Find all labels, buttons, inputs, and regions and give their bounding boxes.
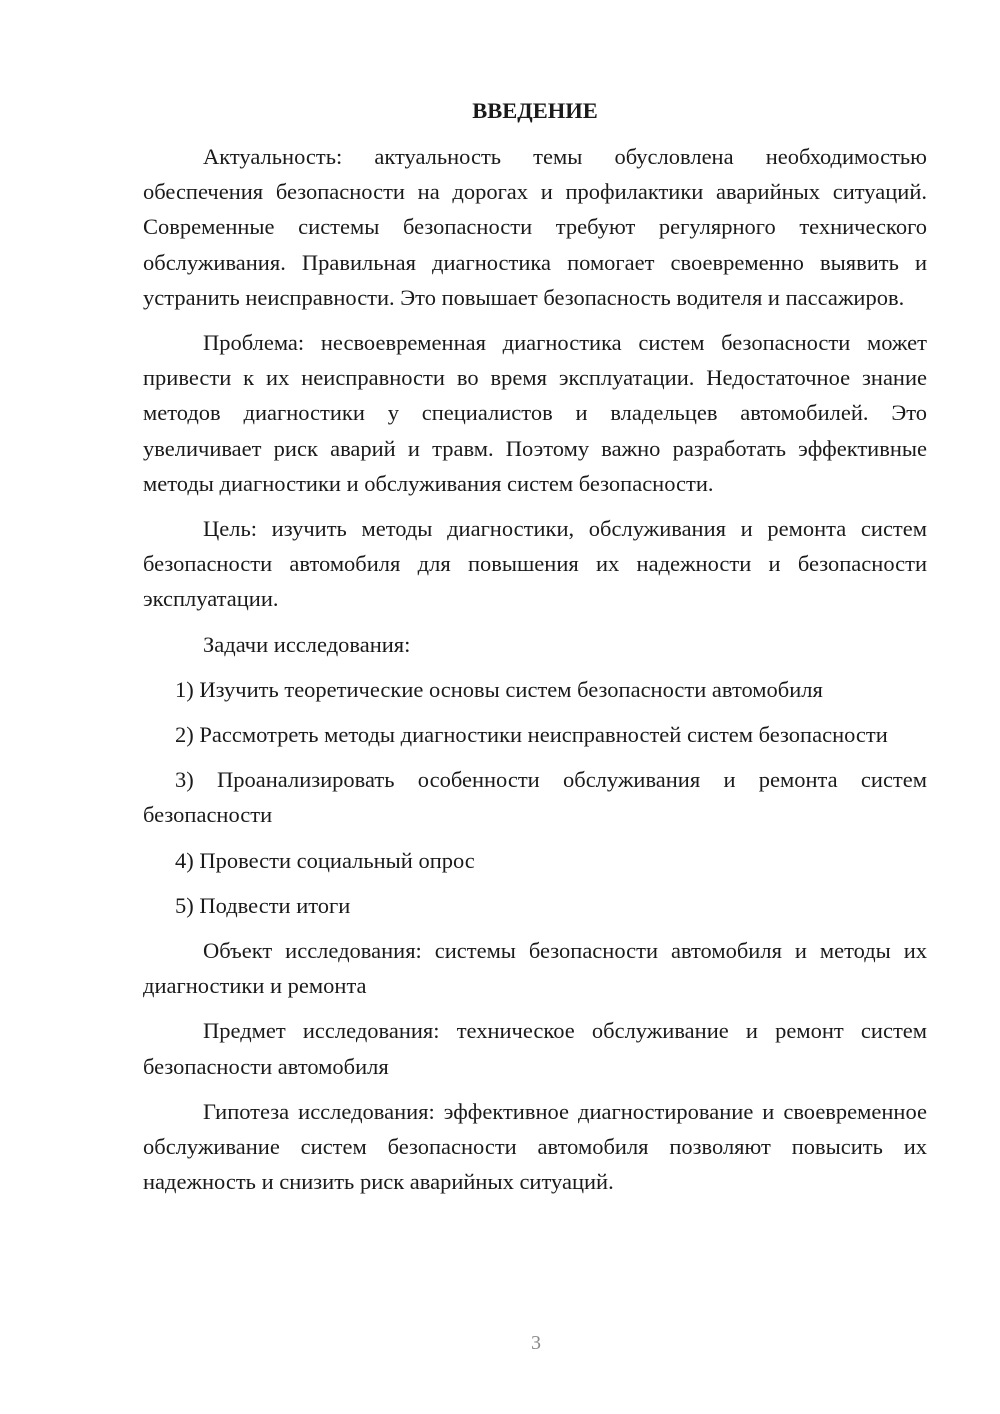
page-number: 3 bbox=[531, 1332, 541, 1354]
task-item-3: 3) Проанализировать особенности обслуживания и ремонта систем безопасности bbox=[143, 767, 927, 828]
paragraph-hypothesis: Гипотеза исследования: эффективное диагностирование и своевременное обслуживание систем безопасности автомобиля позволяют повысить их надежность и снизить риск аварийных ситуаций. bbox=[143, 1098, 927, 1195]
section-heading: ВВЕДЕНИЕ bbox=[472, 98, 598, 123]
task-item-4: 4) Провести социальный опрос bbox=[175, 847, 475, 873]
paragraph-problem: Проблема: несвоевременная диагностика систем безопасности может привести к их неисправности во время эксплуатации. Недостаточное знание методов диагностики у специалистов и владельцев автомобилей. Это увеличивает риск аварий и травм. Поэтому важно разработать эффективные методы диагностики и обслуживания систем безопасности. bbox=[143, 330, 927, 496]
paragraph-object: Объект исследования: системы безопасности автомобиля и методы их диагностики и ремонта bbox=[143, 938, 927, 999]
task-item-2: 2) Рассмотреть методы диагностики неисправностей систем безопасности bbox=[175, 722, 888, 748]
paragraph-goal: Цель: изучить методы диагностики, обслуживания и ремонта систем безопасности автомобиля для повышения их надежности и безопасности эксплуатации. bbox=[143, 516, 927, 612]
paragraph-subject: Предмет исследования: техническое обслуживание и ремонт систем безопасности автомобиля bbox=[143, 1018, 927, 1079]
paragraph-tasks-title: Задачи исследования: bbox=[203, 631, 411, 657]
task-item-5: 5) Подвести итоги bbox=[175, 892, 351, 918]
task-item-1: 1) Изучить теоретические основы систем безопасности автомобиля bbox=[175, 676, 823, 702]
page-content bbox=[143, 93, 927, 1209]
paragraph-relevance: Актуальность: актуальность темы обусловлена необходимостью обеспечения безопасности на дорогах и профилактики аварийных ситуаций. Современные системы безопасности требуют регулярного технического обслуживания. Правильная диагностика помогает своевременно выявить и устранить неисправности. Это повышает безопасность водителя и пассажиров. bbox=[143, 144, 927, 310]
